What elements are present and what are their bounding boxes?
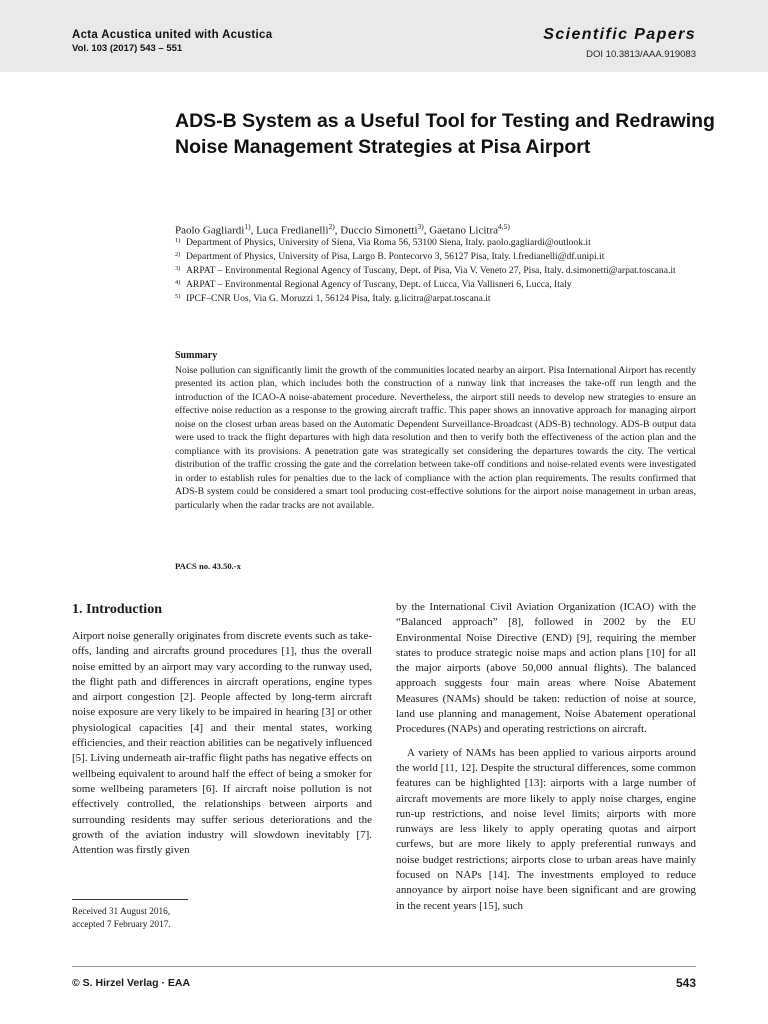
author-affiliation-mark: 1) bbox=[244, 222, 251, 231]
header-band bbox=[0, 0, 768, 72]
section-label: Scientific Papers bbox=[543, 26, 696, 43]
right-column bbox=[396, 600, 696, 914]
doi: DOI 10.3813/AAA.919083 bbox=[586, 49, 696, 60]
section-heading-introduction: 1. Introduction bbox=[72, 602, 162, 617]
author-name: Luca Fredianelli bbox=[256, 224, 329, 237]
author-name: Gaetano Licitra bbox=[429, 224, 499, 237]
page-number: 543 bbox=[675, 976, 696, 990]
body-paragraph: Airport noise generally originates from discrete events such as take-offs, landing and aircrafts ground procedures [1], thus the overall noise emitted by an airport may vary according to the runway used, the flight path and differences in aircraft operations, engine types and airport congestion [2]. People affected by long-term aircraft noise exposure are very likely to be impaired in hearing [3] or other physiological capacities [4] and their mental states, working efficiencies, and their reaction abilities can be negatively influenced [5]. Living underneath air-traffic flight paths has negative effects on wellbeing equivalent to around half the effect of being a smoker for some wellbeing parameters [6]. If aircraft noise pollution is not effectively controlled, the relationships between airports and surrounding residents may suffer serious deteriorations and the growth of the aviation industry will slowdown inevitably [7]. Attention was firstly given bbox=[72, 630, 372, 857]
affiliation-text: Department of Physics, University of Pisa, Largo B. Pontecorvo 3, 56127 Pisa, Italy. l.fredianelli@df.unipi.it bbox=[186, 251, 605, 262]
author-affiliation-mark: 3) bbox=[417, 222, 424, 231]
received-date: Received 31 August 2016, bbox=[72, 907, 171, 917]
footer-divider bbox=[72, 966, 696, 967]
affiliation bbox=[175, 278, 715, 292]
author-list: Paolo Gagliardi$^{1)}$, Luca Fredianelli$^{2)}$, Duccio Simonetti$^{3)}$, Gaetano Licitra$^{4,5)}$ bbox=[175, 222, 510, 237]
affiliation-mark: 4) bbox=[175, 279, 181, 286]
left-column bbox=[72, 600, 372, 858]
pacs-number: PACS no. 43.50.-x bbox=[175, 561, 241, 571]
author-name: Duccio Simonetti bbox=[340, 224, 418, 237]
summary-section bbox=[175, 349, 696, 512]
journal-volume: Vol. 103 (2017) 543 – 551 bbox=[72, 43, 183, 54]
affiliation bbox=[175, 264, 715, 278]
summary-heading: Summary bbox=[175, 350, 218, 361]
summary-text: Noise pollution can significantly limit the growth of the communities located nearby an airport. Pisa International Airport has recently presented its action plan, which includes both the construction of a runway link that increases the take-off run length and the introduction of the ICAO-A noise-abatement procedure. Nevertheless, the airport still needs to develop new strategies to ensure an effective noise reduction as a response to the growing aircraft traffic. This paper shows an innovative approach for managing airport noise on the closest urban areas based on the Automatic Dependent Surveillance-Broadcast (ADS-B) technology. ADS-B output data were used to track the flight departures with high data resolution and then to verify both the effectiveness of the action plan and the compliance with its provisions. A penetration gate was strategically set considering the departures towards the city. The vertical distribution of the traffic crossing the gate and the correlation between take-off conditions and noise-related events were investigated in order to establish rules for penalties due to the lack of compliance with the action plan requirements. The results confirmed that ADS-B system could be considered a smart tool producing cost-effective solutions for the airport noise management in urban areas, particularly when the radar tracks are not available. bbox=[175, 364, 696, 511]
affiliation-text: ARPAT – Environmental Regional Agency of Tuscany, Dept. of Lucca, Via Vallisneri 6, Lucca, Italy bbox=[186, 279, 572, 290]
body-paragraph: A variety of NAMs has been applied to various airports around the world [11, 12]. Despite the structural differences, some common features can be highlighted [13]: airports with a large number of aircraft movements are more likely to apply noise charges, engine run-up restrictions, and noise level limits; airports with more runways are less likely to apply operating quotas and airport curfews, but are more likely to apply preferential runways and noise budget restrictions; airports close to urban areas have mainly focused on NAPs [14]. The investments employed to reduce annoyance by airport noise have been significant and are growing in the recent years [15], such bbox=[396, 746, 696, 912]
author-affiliation-mark: 4,5) bbox=[498, 222, 510, 231]
affiliation bbox=[175, 292, 715, 306]
affiliation bbox=[175, 250, 715, 264]
footnote-divider bbox=[72, 899, 188, 900]
accepted-date: accepted 7 February 2017. bbox=[72, 920, 171, 930]
affiliation-text: ARPAT – Environmental Regional Agency of Tuscany, Dept. of Pisa, Via V. Veneto 27, Pisa, Italy. d.simonetti@arpat.toscana.it bbox=[186, 265, 676, 276]
body-paragraph: by the International Civil Aviation Organization (ICAO) with the “Balanced approach” [8], followed in 2002 by the EU Environmental Noise Directive (END) [9], requiring the member states to produce strategic noise maps and action plans [10] for all the major airports (above 50,000 annual flights). The balanced approach suggests four main areas where Noise Abatement Measures (NAMs) should be taken: reduction of noise at source, land use planning and management, Noise Abatement operational Procedures (NAPs) and operating restrictions on aircraft. bbox=[396, 601, 696, 736]
affiliation-mark: 5) bbox=[175, 293, 181, 300]
author-affiliation-mark: 2) bbox=[328, 222, 335, 231]
author-name: Paolo Gagliardi bbox=[175, 224, 245, 237]
received-footnote bbox=[72, 906, 171, 932]
affiliation-text: Department of Physics, University of Siena, Via Roma 56, 53100 Siena, Italy. paolo.gagliardi@outlook.it bbox=[186, 237, 591, 248]
affiliation-mark: 2) bbox=[175, 251, 181, 258]
paper-title: ADS-B System as a Useful Tool for Testing and Redrawing Noise Management Strategies at Pisa Airport bbox=[175, 110, 715, 158]
affiliation bbox=[175, 236, 715, 250]
affiliation-list bbox=[175, 236, 715, 306]
affiliation-text: IPCF–CNR Uos, Via G. Moruzzi 1, 56124 Pisa, Italy. g.licitra@arpat.toscana.it bbox=[186, 293, 491, 304]
copyright: © S. Hirzel Verlag · EAA bbox=[72, 977, 191, 989]
affiliation-mark: 1) bbox=[175, 237, 181, 244]
affiliation-mark: 3) bbox=[175, 265, 181, 272]
journal-name: Acta Acustica united with Acustica bbox=[72, 29, 273, 41]
